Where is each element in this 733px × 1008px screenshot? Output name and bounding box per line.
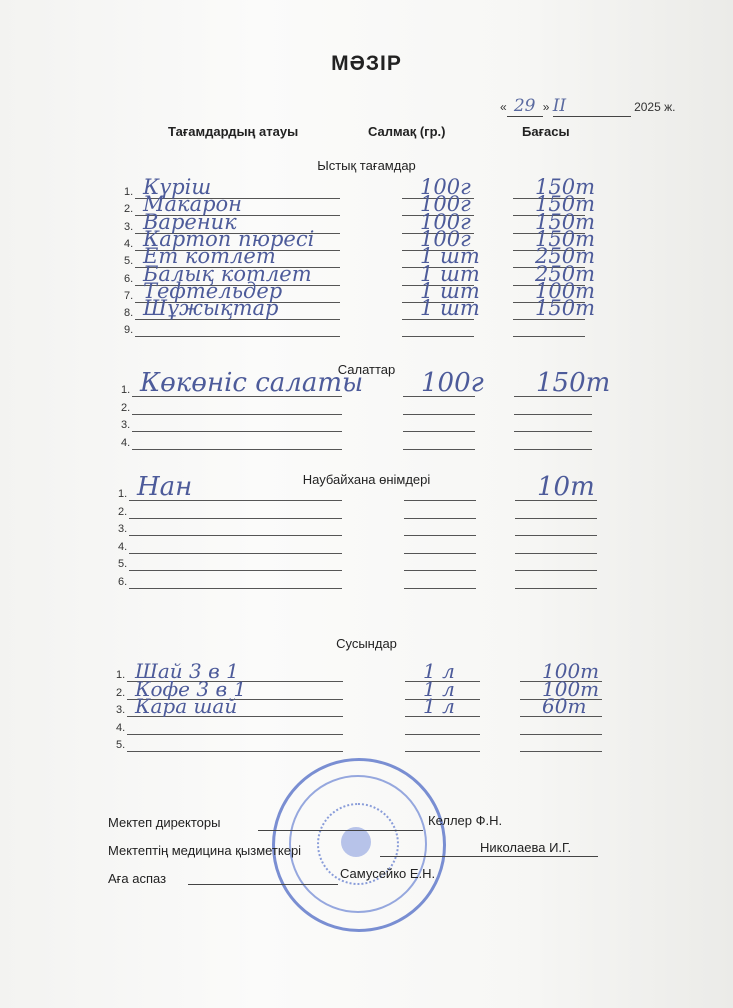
handwritten-dish-name: Шай 3 в 1 — [135, 659, 239, 683]
signature-person-chef: Самусейко Е.Н. — [340, 866, 436, 881]
handwritten-weight: 1 л — [423, 694, 455, 718]
weight-line — [404, 588, 476, 589]
price-line — [520, 751, 602, 752]
row-number: 2. — [118, 505, 128, 518]
name-line — [129, 518, 342, 519]
handwritten-dish-name: Картоп пюресі — [143, 226, 315, 251]
handwritten-price: 250т — [535, 261, 595, 286]
row-number: 1. — [118, 488, 128, 500]
signature-role-chef: Аға аспаз — [108, 871, 167, 886]
price-line — [513, 336, 585, 337]
weight-line — [403, 449, 475, 450]
handwritten-price: 150т — [536, 368, 611, 398]
weight-line — [404, 500, 476, 501]
handwritten-price: 100т — [535, 278, 595, 303]
handwritten-price: 10т — [537, 472, 595, 502]
weight-line — [403, 414, 475, 415]
handwritten-dish-name: Ет котлет — [143, 244, 276, 269]
weight-line — [402, 336, 474, 337]
handwritten-dish-name: Кара шай — [135, 694, 238, 718]
section-title-bakery: Наубайхана өнімдері — [302, 472, 431, 487]
row-number: 6. — [124, 272, 134, 285]
price-line — [515, 553, 597, 554]
handwritten-dish-name: Тефтельдер — [143, 278, 283, 303]
row-number: 3. — [116, 704, 126, 716]
weight-line — [404, 570, 476, 571]
handwritten-weight: 1 л — [423, 659, 455, 683]
date-year: 2025 ж. — [634, 100, 676, 114]
row-number: 5. — [124, 255, 134, 268]
handwritten-weight: 1 шт — [420, 244, 480, 269]
weight-line — [405, 751, 480, 752]
price-line — [515, 535, 597, 536]
price-line — [515, 570, 597, 571]
row-number: 2. — [116, 686, 126, 699]
handwritten-dish-name: Көкөніс салаты — [140, 368, 364, 398]
row-number: 7. — [124, 289, 134, 302]
handwritten-dish-name: Нан — [137, 472, 193, 502]
weight-line — [403, 431, 475, 432]
signature-role-medic: Мектептің медицина қызметкері — [108, 843, 302, 858]
name-line — [127, 734, 343, 735]
handwritten-price: 100т — [542, 676, 600, 701]
row-number: 5. — [116, 739, 126, 751]
price-line — [515, 518, 597, 519]
handwritten-weight: 100г — [420, 209, 471, 234]
price-line — [515, 588, 597, 589]
row-number: 4. — [124, 237, 134, 250]
row-number: 2. — [121, 401, 131, 414]
handwritten-weight: 100г — [420, 175, 471, 199]
date-close-quote: » — [542, 100, 550, 114]
row-number: 6. — [118, 576, 128, 588]
name-line — [132, 414, 342, 415]
handwritten-dish-name: Макарон — [143, 192, 243, 217]
handwritten-weight: 1 шт — [420, 296, 480, 321]
name-line — [132, 449, 342, 450]
weight-line — [404, 518, 476, 519]
signature-person-medic: Николаева И.Г. — [480, 840, 572, 855]
header-name: Тағамдардың атауы — [168, 124, 299, 139]
signature-line-director — [258, 830, 423, 831]
name-line — [129, 553, 342, 554]
page-title: МӘЗІР — [331, 52, 402, 75]
handwritten-weight: 1 шт — [420, 278, 480, 303]
row-number: 3. — [121, 419, 131, 431]
handwritten-dish-name: Вареник — [143, 209, 237, 234]
row-number: 1. — [121, 384, 131, 396]
section-title-salads: Салаттар — [337, 362, 396, 377]
row-number: 1. — [124, 186, 134, 198]
signature-line-medic — [380, 856, 598, 857]
row-number: 2. — [124, 203, 134, 216]
section-title-hot: Ыстық тағамдар — [317, 158, 416, 173]
weight-line — [404, 553, 476, 554]
row-number: 3. — [118, 523, 128, 536]
handwritten-price: 100т — [542, 659, 600, 683]
row-number: 9. — [124, 324, 134, 337]
name-line — [129, 570, 342, 571]
price-line — [514, 449, 592, 450]
handwritten-price: 150т — [535, 209, 595, 234]
handwritten-weight: 1 шт — [420, 261, 480, 286]
row-number: 5. — [118, 558, 128, 571]
price-line — [520, 734, 602, 735]
row-number: 3. — [124, 220, 134, 233]
handwritten-price: 150т — [535, 296, 595, 321]
handwritten-weight: 100г — [420, 226, 471, 251]
handwritten-weight: 1 л — [423, 676, 455, 701]
row-number: 1. — [116, 669, 126, 681]
row-number: 4. — [118, 540, 128, 553]
handwritten-price: 60т — [542, 694, 587, 718]
handwritten-price: 150т — [535, 175, 595, 199]
name-line — [135, 336, 340, 337]
header-weight: Салмақ (гр.) — [368, 124, 446, 139]
price-line — [514, 431, 592, 432]
signature-person-director: Келлер Ф.Н. — [428, 813, 503, 828]
handwritten-weight: 100г — [421, 368, 484, 398]
handwritten-price: 250т — [535, 244, 595, 269]
date-month: II — [552, 96, 567, 116]
section-title-drinks: Сусындар — [336, 636, 397, 651]
handwritten-dish-name: Күріш — [143, 175, 212, 199]
weight-line — [404, 535, 476, 536]
handwritten-weight: 100г — [420, 192, 471, 217]
row-number: 4. — [121, 436, 131, 449]
name-line — [132, 431, 342, 432]
date-day: 29 — [513, 96, 536, 116]
handwritten-price: 150т — [535, 226, 595, 251]
handwritten-price: 150т — [535, 192, 595, 217]
name-line — [129, 535, 342, 536]
handwritten-dish-name: Кофе 3 в 1 — [135, 676, 247, 701]
row-number: 8. — [124, 307, 134, 320]
name-line — [129, 588, 342, 589]
name-line — [127, 751, 343, 752]
date-line — [500, 96, 675, 117]
header-price: Бағасы — [522, 124, 570, 139]
row-number: 4. — [116, 721, 126, 734]
signature-line-chef — [188, 884, 338, 885]
handwritten-dish-name: Балық котлет — [143, 261, 312, 286]
handwritten-dish-name: Шұжықтар — [143, 296, 279, 321]
price-line — [514, 414, 592, 415]
signature-role-director: Мектеп директоры — [108, 815, 221, 830]
weight-line — [405, 734, 480, 735]
date-open-quote: « — [500, 100, 507, 114]
